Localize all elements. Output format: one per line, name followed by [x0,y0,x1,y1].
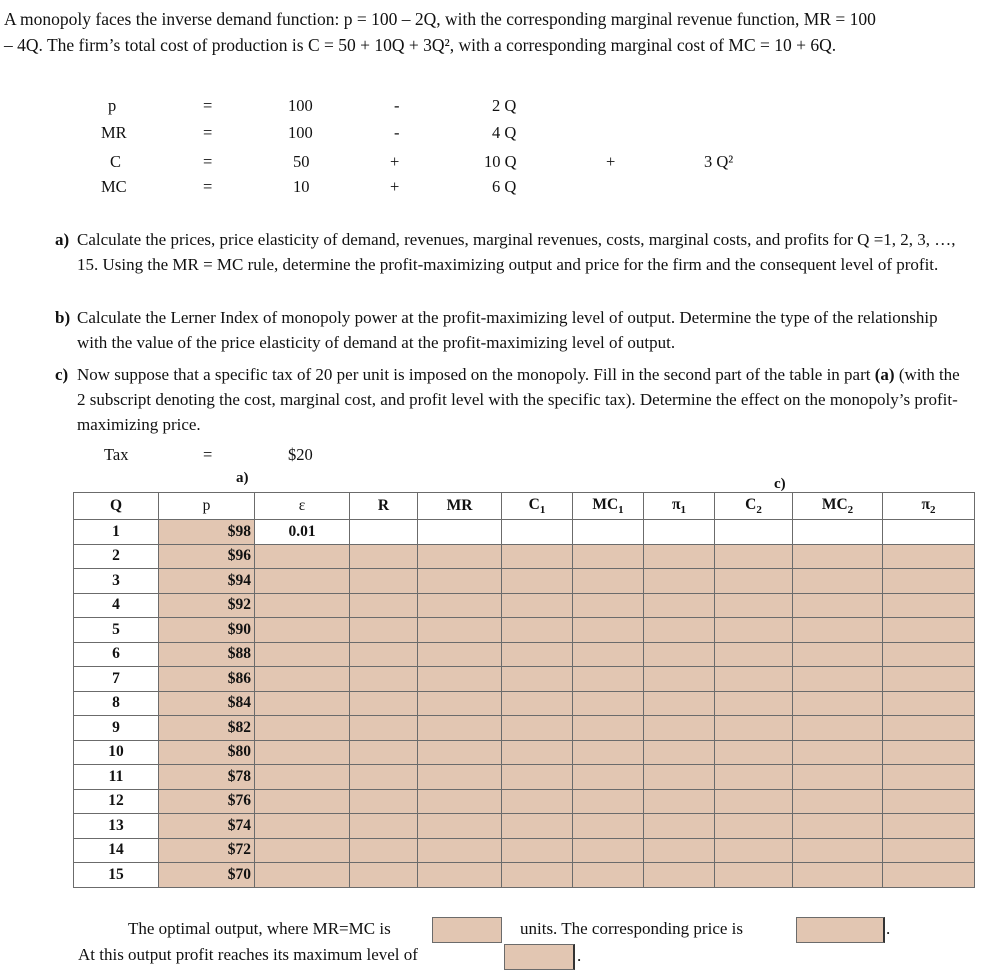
col-header-mc1-text: MC [592,495,619,513]
cell-mc1[interactable] [573,642,644,667]
cell-pi2[interactable] [883,838,975,863]
cell-mc1[interactable] [573,740,644,765]
cell-pi1[interactable] [644,569,715,594]
cell-pi1[interactable] [644,814,715,839]
cell-p: $70 [159,863,255,888]
table-row [74,544,975,569]
cell-r[interactable] [350,642,418,667]
eq-term1-mc: 6 Q [492,177,517,196]
col-header-pi1 [644,493,715,520]
cell-eps[interactable] [255,838,350,863]
cell-mc2[interactable] [793,814,883,839]
cell-eps[interactable] [255,691,350,716]
cell-mc1[interactable] [573,691,644,716]
cell-q: 7 [74,667,159,692]
cell-eps[interactable] [255,863,350,888]
col-header-c2 [715,493,793,520]
eq-lhs-c: C [110,152,122,171]
col-header-p [159,493,255,520]
eq-term1-p: 2 Q [492,96,517,115]
cell-pi2[interactable] [883,667,975,692]
tax-label: Tax [104,445,129,464]
cell-q: 1 [74,520,159,545]
eq-op1-p: - [394,96,400,115]
col-header-eps [255,493,350,520]
section-c-marker: c) [774,476,786,492]
eq-lhs-p: p [108,96,117,115]
table-row [74,814,975,839]
cell-mr[interactable] [418,765,502,790]
question-b [55,305,970,355]
col-header-c2-text: C [745,495,757,513]
cell-mc1[interactable] [573,789,644,814]
cell-p: $92 [159,593,255,618]
table-row [74,667,975,692]
cell-mc2[interactable] [793,544,883,569]
cell-c2[interactable] [715,716,793,741]
cell-pi1[interactable] [644,544,715,569]
eq-const-p: 100 [288,96,313,115]
cell-c2[interactable] [715,618,793,643]
cell-pi1[interactable] [644,789,715,814]
cell-mr[interactable] [418,691,502,716]
table-row [74,716,975,741]
question-c-text [77,362,970,437]
table-body [74,520,975,888]
eq-op1-mr: - [394,123,400,142]
table-row [74,863,975,888]
cell-mc2[interactable] [793,789,883,814]
col-header-eps-text: ε [298,497,306,514]
cell-c1[interactable] [502,789,573,814]
cell-mr[interactable] [418,593,502,618]
cell-q: 11 [74,765,159,790]
question-c-label: c) [55,365,69,384]
optimal-price-answer-box[interactable] [796,917,885,943]
cell-r[interactable] [350,789,418,814]
cell-eps: 0.01 [255,520,350,545]
cell-mc2[interactable] [793,667,883,692]
eq-equals-p: = [203,96,213,115]
cell-eps[interactable] [255,765,350,790]
cell-mc1[interactable] [573,618,644,643]
cell-mc2[interactable] [793,863,883,888]
cell-pi1[interactable] [644,838,715,863]
cell-c2[interactable] [715,838,793,863]
cell-c1[interactable] [502,814,573,839]
cell-eps[interactable] [255,618,350,643]
cell-eps[interactable] [255,544,350,569]
cell-eps[interactable] [255,814,350,839]
cell-pi2[interactable] [883,642,975,667]
col-header-pi2 [883,493,975,520]
cell-eps[interactable] [255,716,350,741]
question-c [55,362,970,437]
cell-pi2[interactable] [883,618,975,643]
cell-mr[interactable] [418,716,502,741]
cell-eps[interactable] [255,569,350,594]
eq-equals-c: = [203,152,213,171]
col-header-mc1-sub: 1 [618,504,624,517]
eq-op1-c: + [390,152,400,171]
cell-pi1[interactable] [644,765,715,790]
cell-mc1[interactable] [573,765,644,790]
eq-term1-mr: 4 Q [492,123,517,142]
cell-pi2[interactable] [883,814,975,839]
cell-mc1[interactable] [573,544,644,569]
col-header-mc2 [793,493,883,520]
cell-mc2[interactable] [793,569,883,594]
col-header-pi1-sub: 1 [680,504,686,517]
cell-c2[interactable] [715,569,793,594]
cell-r[interactable] [350,691,418,716]
cell-p: $90 [159,618,255,643]
intro-line-2: – 4Q. The firm’s total cost of production is C = 50 + 10Q + 3Q², with a corresponding marginal cost of MC = 10 + 6Q. [4,35,837,55]
question-c-text-bold: (a) [874,365,895,384]
cell-pi1[interactable] [644,642,715,667]
eq-const-c: 50 [293,152,310,171]
col-header-r: R [350,493,418,520]
problem-intro [4,6,974,58]
cell-mc2[interactable] [793,716,883,741]
question-a [55,227,970,277]
cell-p: $88 [159,642,255,667]
col-header-pi1-text: π [672,495,681,513]
cell-mc1[interactable] [573,838,644,863]
optimal-output-answer-box[interactable] [432,917,502,943]
cell-pi1[interactable] [644,520,715,545]
cell-eps[interactable] [255,593,350,618]
cell-q: 3 [74,569,159,594]
cell-r[interactable] [350,520,418,545]
cell-pi1[interactable] [644,863,715,888]
cell-pi1[interactable] [644,618,715,643]
col-header-c2-sub: 2 [756,504,762,517]
table-row [74,765,975,790]
cell-eps[interactable] [255,740,350,765]
cell-mr[interactable] [418,838,502,863]
cell-r[interactable] [350,618,418,643]
cell-q: 4 [74,593,159,618]
table-row [74,593,975,618]
col-header-p-text: p [202,497,211,514]
cell-pi2[interactable] [883,863,975,888]
cell-r[interactable] [350,593,418,618]
cell-mr[interactable] [418,618,502,643]
cell-mc1[interactable] [573,569,644,594]
cell-c1[interactable] [502,691,573,716]
col-header-mc2-sub: 2 [847,504,854,517]
tax-value: $20 [288,445,313,464]
eq-op1-mc: + [390,177,400,196]
cell-mc1[interactable] [573,814,644,839]
cell-c1[interactable] [502,618,573,643]
cell-eps[interactable] [255,667,350,692]
col-header-c1-sub: 1 [539,504,546,517]
cell-mr[interactable] [418,642,502,667]
cell-c1[interactable] [502,716,573,741]
section-a-marker: a) [236,470,249,486]
table-row [74,838,975,863]
cell-q: 8 [74,691,159,716]
col-header-c1 [502,493,573,520]
cell-mr[interactable] [418,740,502,765]
cell-pi1[interactable] [644,593,715,618]
tax-equals: = [203,445,213,464]
cell-mc2[interactable] [793,593,883,618]
eq-lhs-mr: MR [101,123,127,142]
cell-r[interactable] [350,740,418,765]
footer-line1-b: units. The corresponding price is [520,919,744,938]
question-b-label: b) [55,308,71,327]
cell-r[interactable] [350,544,418,569]
question-a-text: Calculate the prices, price elasticity of demand, revenues, marginal revenues, costs, marginal costs, and profits for Q =1, 2, 3, …, 15. Using the MR = MC rule, determine the profit-maximizing output and price for the firm and the consequent level of profit. [77,230,956,274]
cell-mr[interactable] [418,863,502,888]
cell-r[interactable] [350,716,418,741]
cell-pi2[interactable] [883,789,975,814]
cell-pi2[interactable] [883,520,975,545]
footer-line1-a: The optimal output, where MR=MC is [128,919,391,938]
cell-p: $82 [159,716,255,741]
cell-pi1[interactable] [644,691,715,716]
cell-c1[interactable] [502,520,573,545]
cell-q: 12 [74,789,159,814]
table-row [74,618,975,643]
cell-q: 2 [74,544,159,569]
cell-q: 5 [74,618,159,643]
cell-mr[interactable] [418,789,502,814]
col-header-q: Q [74,493,159,520]
cell-p: $76 [159,789,255,814]
cell-mc1[interactable] [573,863,644,888]
cell-pi2[interactable] [883,765,975,790]
cell-p: $86 [159,667,255,692]
cell-c2[interactable] [715,740,793,765]
table-row [74,642,975,667]
cell-c2[interactable] [715,544,793,569]
eq-op2-c: + [606,152,616,171]
table-row [74,740,975,765]
eq-const-mc: 10 [293,177,310,196]
question-a-label: a) [55,230,70,249]
cell-mc1[interactable] [573,593,644,618]
cell-c2[interactable] [715,667,793,692]
cell-c1[interactable] [502,569,573,594]
eq-lhs-mc: MC [101,177,127,196]
cell-c2[interactable] [715,789,793,814]
question-b-text: Calculate the Lerner Index of monopoly power at the profit-maximizing level of output. Determine the type of the relationship with the value of the price elasticity of demand at the profit-maximizing level of output. [77,308,938,352]
cell-r[interactable] [350,863,418,888]
cell-mc2[interactable] [793,618,883,643]
cell-c2[interactable] [715,814,793,839]
cell-pi1[interactable] [644,667,715,692]
intro-line-1: A monopoly faces the inverse demand function: p = 100 – 2Q, with the corresponding marginal revenue function, MR = 100 [4,9,876,29]
footer-line2-end: . [577,946,582,965]
cell-mc2[interactable] [793,520,883,545]
cell-p: $78 [159,765,255,790]
cell-c1[interactable] [502,765,573,790]
cell-c1[interactable] [502,593,573,618]
cell-mc2[interactable] [793,691,883,716]
col-header-c1-text: C [528,495,540,513]
cell-mr[interactable] [418,544,502,569]
cell-pi2[interactable] [883,593,975,618]
cell-c1[interactable] [502,544,573,569]
cell-eps[interactable] [255,789,350,814]
cell-mc2[interactable] [793,765,883,790]
col-header-mc1 [573,493,644,520]
cell-c2[interactable] [715,765,793,790]
cell-p: $84 [159,691,255,716]
cell-p: $80 [159,740,255,765]
cell-c1[interactable] [502,863,573,888]
cell-mc1[interactable] [573,520,644,545]
cell-mr[interactable] [418,520,502,545]
col-header-pi2-sub: 2 [930,504,936,517]
footer-line1-end: . [886,919,891,938]
col-header-mc2-text: MC [821,495,848,513]
cell-pi1[interactable] [644,740,715,765]
cell-p: $74 [159,814,255,839]
cell-mr[interactable] [418,569,502,594]
cell-mc2[interactable] [793,838,883,863]
cell-q: 10 [74,740,159,765]
cell-pi2[interactable] [883,544,975,569]
cell-mc1[interactable] [573,667,644,692]
cell-r[interactable] [350,569,418,594]
max-profit-answer-box[interactable] [504,944,575,970]
question-c-text-after: (with the 2 subscript denoting the cost, marginal cost, and profit level with the specific tax). Determine the effect on the monopoly’s profit-maximizing price. [77,365,960,434]
cell-p: $72 [159,838,255,863]
cell-mc2[interactable] [793,740,883,765]
cell-r[interactable] [350,814,418,839]
cell-pi2[interactable] [883,691,975,716]
cell-c2[interactable] [715,642,793,667]
eq-equals-mr: = [203,123,213,142]
footer-line2: At this output profit reaches its maximum level of [78,945,418,964]
cell-q: 14 [74,838,159,863]
table-row [74,691,975,716]
cell-pi2[interactable] [883,740,975,765]
cell-c1[interactable] [502,667,573,692]
cell-c1[interactable] [502,838,573,863]
question-c-text-before: Now suppose that a specific tax of 20 per unit is imposed on the monopoly. Fill in the second part of the table in part [77,365,875,384]
eq-term1-c: 10 Q [484,152,517,171]
cell-pi2[interactable] [883,716,975,741]
cell-r[interactable] [350,765,418,790]
cell-pi2[interactable] [883,569,975,594]
cell-mr[interactable] [418,814,502,839]
table-header-row [74,493,975,520]
table-row [74,789,975,814]
cell-p: $98 [159,520,255,545]
cell-q: 15 [74,863,159,888]
cell-mc2[interactable] [793,642,883,667]
cell-c1[interactable] [502,642,573,667]
col-header-pi2-text: π [921,495,930,513]
results-table [73,492,975,888]
cell-eps[interactable] [255,642,350,667]
cell-c2[interactable] [715,593,793,618]
cell-q: 13 [74,814,159,839]
cell-c2[interactable] [715,863,793,888]
eq-term2-c: 3 Q² [704,152,734,171]
eq-equals-mc: = [203,177,213,196]
cell-p: $96 [159,544,255,569]
cell-q: 9 [74,716,159,741]
cell-pi1[interactable] [644,716,715,741]
cell-q: 6 [74,642,159,667]
cell-c2[interactable] [715,691,793,716]
cell-p: $94 [159,569,255,594]
col-header-mr: MR [418,493,502,520]
cell-r[interactable] [350,667,418,692]
table-row [74,569,975,594]
cell-c1[interactable] [502,740,573,765]
cell-r[interactable] [350,838,418,863]
cell-c2[interactable] [715,520,793,545]
cell-mc1[interactable] [573,716,644,741]
table-row [74,520,975,545]
eq-const-mr: 100 [288,123,313,142]
cell-mr[interactable] [418,667,502,692]
